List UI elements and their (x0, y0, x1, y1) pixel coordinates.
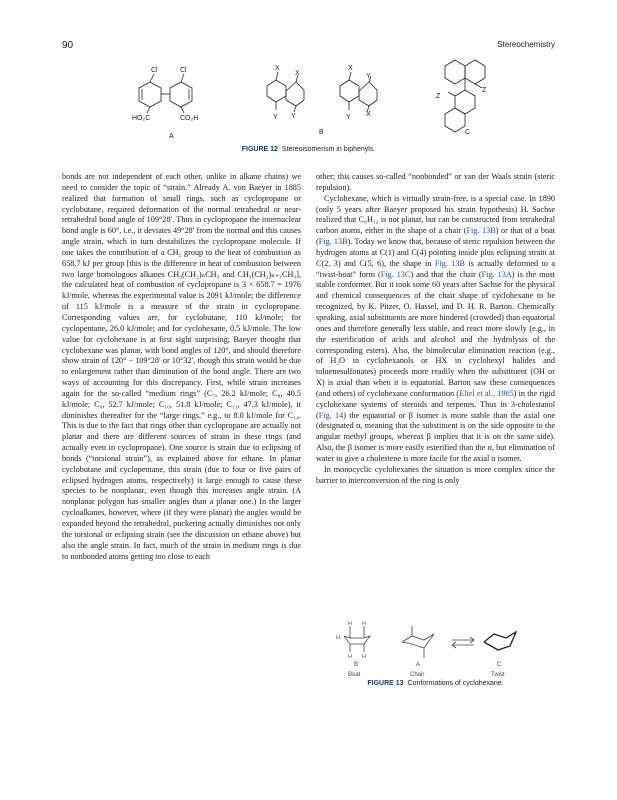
figure-13-conformations (334, 618, 534, 678)
link-eliel-1965[interactable]: Eliel et al., 1965 (459, 388, 514, 398)
link-fig-13a[interactable]: Fig. 13A (481, 269, 512, 279)
link-fig-14[interactable]: Fig. 14 (318, 410, 344, 420)
atom-z-bottom: Z (436, 93, 441, 100)
ring-b2-left (340, 80, 359, 102)
figure-13-caption (316, 680, 555, 687)
figure-12-caption-text: Stereoisomerism in biphenyls. (281, 146, 376, 153)
fig13-panel-b: B (354, 662, 359, 668)
fig13-panel-c: C (497, 662, 502, 668)
atom-co2h: CO₂H (180, 115, 199, 122)
atom-cl-right: Cl (180, 67, 187, 74)
boat-h-1: H (348, 621, 352, 627)
atom-z-top: Z (482, 87, 487, 94)
panel-label-a: A (169, 133, 174, 140)
right-column (316, 172, 555, 486)
figure-12-label: FIGURE 12 (241, 146, 278, 153)
ring-b2-right (359, 82, 377, 106)
atom-y-b1b: Y (291, 113, 296, 120)
link-fig-13b[interactable]: Fig. 13B (466, 226, 496, 236)
boat-h-2: H (362, 621, 366, 627)
boat-h-3: H (336, 635, 340, 641)
atom-x-b1b: X (295, 70, 300, 77)
left-paragraph: bonds are not independent of each other, unlike in alkane chains) we need to consider the topic of “strain.” Already A. von Baeyer in 1885 realized that formation of small rings, such as cyclopropane or cyclobutane, required deformation of the normal tetrahedral or near-tetrahedral bond angle of 109°28′. Thus in cyclopropane the internuclear bond angle is 60°, i.e., it deviates 49°28′ from the normal and this causes angle strain, which in turn destabilizes the cyclopropane molecule. If one takes the contribution of a CH₂ group to the heat of combustion as 658.7 kJ per group [this is the difference in heat of combustion between two large homologous alkanes CH₃(CH₂)ₙCH₃ and CH₃(CH₂)ₙ₊₁CH₃], the calculated heat of combustion of cyclopropane is 3 × 658.7 = 1976 kJ/mole, whereas the experimental value is 2091 kJ/mole; the difference of 115 kJ/mole is a measure of the strain in cyclopropane. Corresponding values are, for cyclobutane, 110 kJ/mole; for cyclopentane, 26.0 kJ/mole; and for cyclohexane, 0.5 kJ/mole. The low value for cyclohexane is at first sight surprising; Baeyer thought that cyclohexane was planar, with bond angles of 120°, and should therefore show strain of 120° − 109°28′ or 10°32′, though this strain would be due to enlargement rather than diminution of the bond angle. There are two ways of accounting for this discrepancy. First, while strain increases again for the so-called “medium rings” (C₇, 26.2 kJ/mole; C₈, 40.5 kJ/mole; C₉, 52.7 kJ/mole; C₁₀, 51.8 kJ/mole; C₁₁, 47.3 kJ/mole), it diminishes thereafter for the “large rings,” e.g., to 8.0 kJ/mole for C₁₄. This is due to the fact that rings other than cyclopropane are actually not planar and there are different sources of strain in these rings (and actually even in cyclopropane). One source is strain due to eclipsing of bonds (“torsional strain”), as explained above for ethane. In planar cyclobutane and cyclopentane, this strain (due to four or five pairs of eclipsed hydrogen atoms, respectively) is large enough to cause these species to be nonplanar, even though this increases angle strain. (A nonplanar polygon has smaller angles than a planar one.) In the larger cycloalkanes, however, where (if they were planar) the angles would be expanded beyond the tetrahedral, puckering actually diminishes not only the torsional or eclipsing strain (see the discussion on ethane above) but also the angle strain. In fact, much of the strain in medium rings is due to nonbonded atoms getting too close to each (62, 172, 301, 561)
naphthyl-bottom-b (445, 108, 465, 132)
atom-x-b2b: X (366, 111, 371, 118)
panel-label-b: B (319, 129, 324, 136)
figure-12-structures (62, 58, 555, 160)
boat-h-4: H (348, 654, 352, 660)
running-head: Stereochemistry (497, 40, 555, 49)
figure-13-caption-text: Conformations of cyclohexane. (407, 680, 504, 687)
twist-ring (484, 632, 516, 650)
atom-cl-left: Cl (151, 67, 158, 74)
naphthyl-top-a (445, 60, 465, 84)
link-fig-13b[interactable]: Fig. 13B (434, 258, 465, 268)
atom-y-b1a: Y (273, 114, 278, 121)
link-fig-13b[interactable]: Fig. 13B (318, 237, 348, 247)
atom-ho2c: HO₂C (132, 115, 151, 122)
fig13-name-twist: Twist (491, 672, 505, 678)
ring-b1-right (286, 82, 304, 106)
figure-13-label: FIGURE 13 (367, 680, 404, 687)
atom-y-b2b: Y (346, 114, 351, 121)
boat-ring (344, 636, 370, 644)
right-paragraph-2: Cyclohexane, which is virtually strain-free, is a special case. In 1890 (only 5 years after Baeyer proposed his strain hypothesis) H. Sachse realized that C₆H₁₂ is not planar, but can be constructed from tetrahedral carbon atoms, either in the shape of a chair (Fig. 13B) or that of a boat (Fig. 13B). Today we know that, because of steric repulsion between the hydrogen atoms at C(1) and C(4) pointing inside plus eclipsing strain at C(2, 3) and C(5, 6), the shape in Fig. 13B is actually deformed to a “twist-boat” form (Fig. 13C) and that the chair (Fig. 13A) is the most stable conformer. But it took some 60 years after Sachse for the physical and chemical consequences of the chair shape of cyclohexane to be recognized, by K. Pitzer, O. Hassel, and D. H. R. Barton. Chemically speaking, axial substituents are more hindered (crowded) than equatorial ones and therefore generally less stable, and react more slowly (e.g., in the esterification of acids and alcohol and the hydrolysis of the corresponding esters). Also, the bimolecular elimination reaction (e.g., of H₂O in cyclohexanols or HX in cyclohexyl halides and toluenesulfonates) proceeds more readily when the substituent (OH or X) is axial than when it is equatorial. Barton saw these consequences (and others) of cyclohexane conformation (Eliel et al., 1965) in the rigid cyclohexane systems of steroids and terpenes. Thus in 3-cholestanol (Fig. 14) the equatorial or β isomer is more stable than the axial one (designated α, meaning that the substituent is on the side opposite to the angular methyl groups, whereas β implies that it is on the same side). Also, the β isomer is more easily esterified than the α, but elimination of water to give a cholestene is more facile for the axial α isomer. (316, 193, 556, 463)
chair-ring (402, 634, 434, 648)
atom-x-b1a: X (275, 65, 280, 72)
link-fig-13c[interactable]: Fig. 13C (380, 269, 411, 279)
left-column (62, 172, 301, 562)
right-paragraph-1: other; this causes so-called “nonbonded” or van der Waals strain (steric repulsion). (316, 172, 555, 192)
naphthyl-bottom-a (455, 90, 475, 114)
fig13-name-chair: Chair (410, 672, 425, 678)
page-number: 90 (62, 40, 74, 51)
fig13-name-boat: Boat (348, 672, 361, 678)
figure-12-caption (0, 146, 617, 153)
ring-b1-left (267, 80, 286, 102)
boat-h-5: H (362, 654, 366, 660)
atom-x-b2a: X (348, 65, 353, 72)
fig13-panel-a: A (416, 662, 421, 668)
right-paragraph-3: In monocyclic cyclohexanes the situation is more complex since the barrier to interconversion of the ring is only (316, 464, 555, 485)
naphthyl-top-b (465, 60, 485, 84)
panel-label-c: C (465, 129, 471, 136)
atom-y-b2a: Y (366, 73, 371, 80)
